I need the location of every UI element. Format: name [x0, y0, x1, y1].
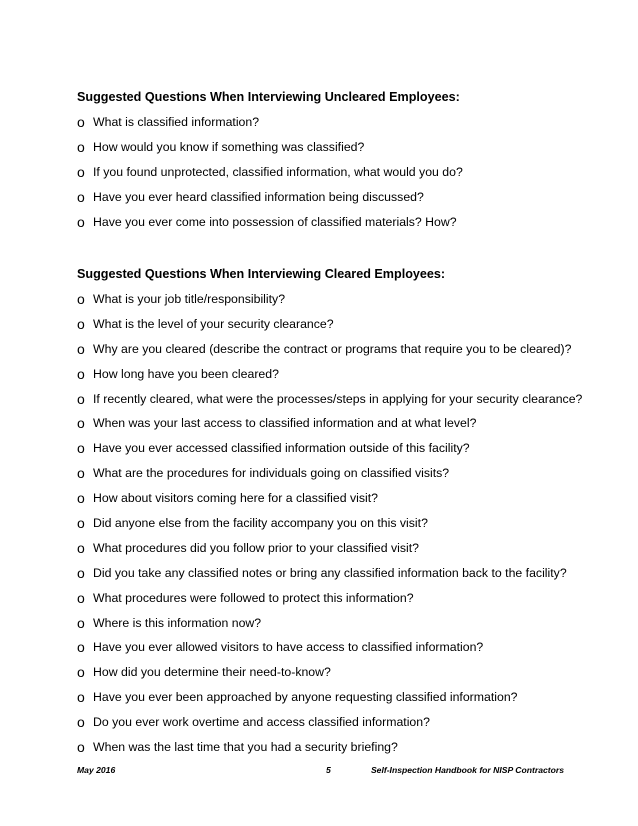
bullet-icon: o	[77, 390, 85, 407]
question-text: What is the level of your security clearance?	[93, 316, 334, 331]
bullet-icon: o	[77, 138, 85, 155]
bullet-icon: o	[77, 188, 85, 205]
list-item	[77, 665, 597, 690]
bullet-icon: o	[77, 639, 85, 656]
bullet-icon: o	[77, 315, 85, 332]
question-text: What procedures did you follow prior to your classified visit?	[93, 540, 420, 555]
list-item	[77, 140, 597, 165]
bullet-icon: o	[77, 415, 85, 432]
cleared-heading: Suggested Questions When Interviewing Cleared Employees:	[77, 267, 446, 281]
list-item	[77, 165, 597, 190]
bullet-icon: o	[77, 213, 85, 230]
list-item	[77, 491, 597, 516]
uncleared-questions-list	[77, 115, 597, 239]
question-text: How would you know if something was classified?	[93, 139, 365, 154]
list-item	[77, 317, 597, 342]
list-item	[77, 466, 597, 491]
bullet-icon: o	[77, 163, 85, 180]
list-item	[77, 690, 597, 715]
list-item	[77, 190, 597, 215]
cleared-questions-list	[77, 292, 597, 765]
list-item	[77, 342, 597, 367]
uncleared-heading: Suggested Questions When Interviewing Uncleared Employees:	[77, 90, 460, 104]
list-item	[77, 516, 597, 541]
bullet-icon: o	[77, 539, 85, 556]
question-text: Have you ever come into possession of classified materials? How?	[93, 214, 457, 229]
question-text: How long have you been cleared?	[93, 366, 279, 381]
list-item	[77, 591, 597, 616]
list-item	[77, 115, 597, 140]
list-item	[77, 392, 597, 417]
footer-page-number: 5	[326, 765, 331, 775]
question-text: What procedures were followed to protect this information?	[93, 590, 414, 605]
question-text: What is classified information?	[93, 115, 260, 129]
list-item	[77, 740, 597, 765]
bullet-icon: o	[77, 689, 85, 706]
bullet-icon: o	[77, 291, 85, 307]
list-item	[77, 416, 597, 441]
question-text: Have you ever been approached by anyone requesting classified information?	[93, 690, 518, 705]
bullet-icon: o	[77, 465, 85, 482]
bullet-icon: o	[77, 440, 85, 457]
list-item	[77, 292, 597, 317]
list-item	[77, 616, 597, 641]
list-item	[77, 715, 597, 740]
question-text: How about visitors coming here for a classified visit?	[93, 491, 378, 506]
bullet-icon: o	[77, 564, 85, 581]
bullet-icon: o	[77, 714, 85, 731]
question-text: Did you take any classified notes or bring any classified information back to the facility?	[93, 565, 567, 580]
question-text: Do you ever work overtime and access classified information?	[93, 715, 430, 730]
question-text: Why are you cleared (describe the contract or programs that require you to be cleared)?	[93, 341, 572, 356]
bullet-icon: o	[77, 589, 85, 606]
question-text: What are the procedures for individuals going on classified visits?	[93, 466, 450, 481]
question-text: Have you ever accessed classified information outside of this facility?	[93, 441, 470, 456]
question-text: Have you ever allowed visitors to have access to classified information?	[93, 640, 484, 655]
bullet-icon: o	[77, 114, 85, 130]
footer-date: May 2016	[77, 765, 116, 775]
question-text: When was the last time that you had a security briefing?	[93, 740, 398, 755]
bullet-icon: o	[77, 365, 85, 382]
question-text: What is your job title/responsibility?	[93, 292, 286, 306]
question-text: If recently cleared, what were the processes/steps in applying for your security clearance?	[93, 391, 583, 406]
list-item	[77, 215, 597, 240]
bullet-icon: o	[77, 739, 85, 756]
list-item	[77, 640, 597, 665]
list-item	[77, 541, 597, 566]
bullet-icon: o	[77, 340, 85, 357]
bullet-icon: o	[77, 614, 85, 631]
question-text: Where is this information now?	[93, 615, 262, 630]
bullet-icon: o	[77, 515, 85, 532]
list-item	[77, 441, 597, 466]
bullet-icon: o	[77, 490, 85, 507]
question-text: Have you ever heard classified information being discussed?	[93, 189, 424, 204]
footer-document-title: Self-Inspection Handbook for NISP Contractors	[370, 765, 564, 775]
question-text: How did you determine their need-to-know?	[93, 665, 331, 680]
question-text: When was your last access to classified information and at what level?	[93, 416, 477, 431]
question-text: If you found unprotected, classified information, what would you do?	[93, 164, 463, 179]
question-text: Did anyone else from the facility accompany you on this visit?	[93, 516, 428, 531]
list-item	[77, 367, 597, 392]
list-item	[77, 566, 597, 591]
bullet-icon: o	[77, 664, 85, 681]
